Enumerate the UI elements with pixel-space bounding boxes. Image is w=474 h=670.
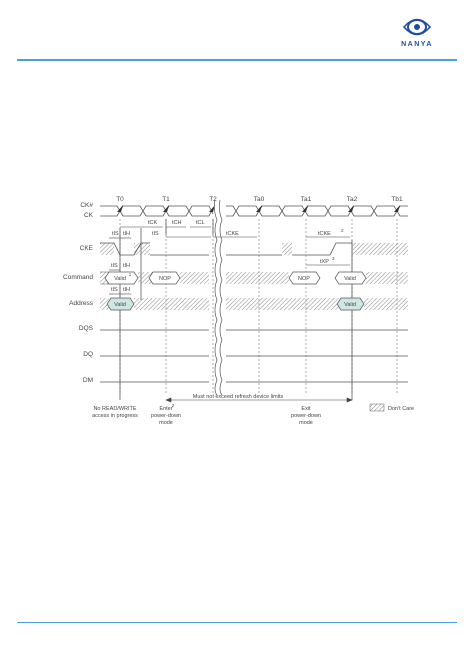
signal-label-cke: CKE — [79, 245, 93, 252]
timing-label-tis-2: tIS — [152, 231, 159, 237]
timing-label-txp: tXP — [320, 259, 329, 265]
clock-waveform — [100, 206, 408, 216]
address-valid-2: Valid — [344, 302, 356, 308]
data-signals — [100, 330, 408, 382]
annotation-exit-1: Exit — [301, 406, 311, 412]
timing-label-tcl: tCL — [196, 220, 205, 226]
time-label-t0: T0 — [116, 196, 124, 203]
timing-label-tis-4: tIS — [111, 287, 118, 293]
annotation-enter-3: mode — [159, 420, 173, 426]
address-valid-1: Valid — [114, 302, 126, 308]
legend-dont-care — [370, 404, 414, 412]
timing-label-tcke2-sup: 2 — [341, 228, 344, 233]
time-label-ta1: Ta1 — [300, 196, 312, 203]
command-bus — [100, 272, 408, 284]
command-valid-sup: 1 — [128, 272, 132, 277]
annotation-enter-1: Enter — [159, 406, 173, 412]
timing-label-tis-3: tIS — [111, 263, 118, 269]
command-nop-2: NOP — [298, 276, 310, 282]
annotation-exit-2: power-down — [291, 413, 321, 419]
footer-rule — [17, 622, 457, 623]
signal-label-address: Address — [69, 300, 93, 307]
annotation-no-rw-1: No READ/WRITE — [93, 406, 137, 412]
command-valid-2: Valid — [344, 276, 356, 282]
timing-label-tcke: tCKE — [226, 231, 239, 237]
signal-label-dqs: DQS — [78, 325, 93, 332]
command-nop-1: NOP — [159, 276, 171, 282]
legend-dont-care-label: Don't Care — [388, 406, 415, 412]
time-label-tb1: Tb1 — [391, 196, 403, 203]
annotation-refresh: Must not exceed refresh device limits — [192, 394, 284, 400]
address-bus — [100, 298, 408, 310]
time-label-t2: T2 — [209, 196, 217, 203]
timing-label-tih-4: tIH — [123, 287, 131, 293]
timing-label-txp-sup: 3 — [332, 256, 335, 261]
time-label-t1: T1 — [162, 196, 170, 203]
annotation-exit-3: mode — [299, 420, 313, 426]
timing-label-tcke2: tCKE — [318, 231, 331, 237]
signal-label-dq: DQ — [83, 351, 93, 358]
signal-label-dm: DM — [82, 377, 93, 384]
timing-label-tih-3: tIH — [123, 263, 131, 269]
annotation-enter-sup: 2 — [171, 403, 175, 408]
cke-waveform — [100, 243, 408, 255]
timing-label-tis-1: tIS — [112, 231, 119, 237]
time-break-markers — [214, 200, 222, 395]
command-valid: Valid — [114, 276, 126, 282]
signal-label-ck: CK — [83, 212, 93, 219]
signal-label-command: Command — [63, 274, 93, 281]
signal-label-ck-hash: CK# — [80, 202, 93, 209]
annotation-no-rw-2: access in progress — [92, 413, 138, 419]
timing-label-tih-1: tIH — [123, 231, 131, 237]
time-label-ta0: Ta0 — [253, 196, 265, 203]
time-label-ta2: Ta2 — [346, 196, 358, 203]
timing-label-tck: tCK — [148, 220, 158, 226]
annotation-enter-2: power-down — [151, 413, 181, 419]
timing-label-tch: tCH — [172, 220, 182, 226]
logo-wordmark: NANYA — [401, 41, 433, 48]
